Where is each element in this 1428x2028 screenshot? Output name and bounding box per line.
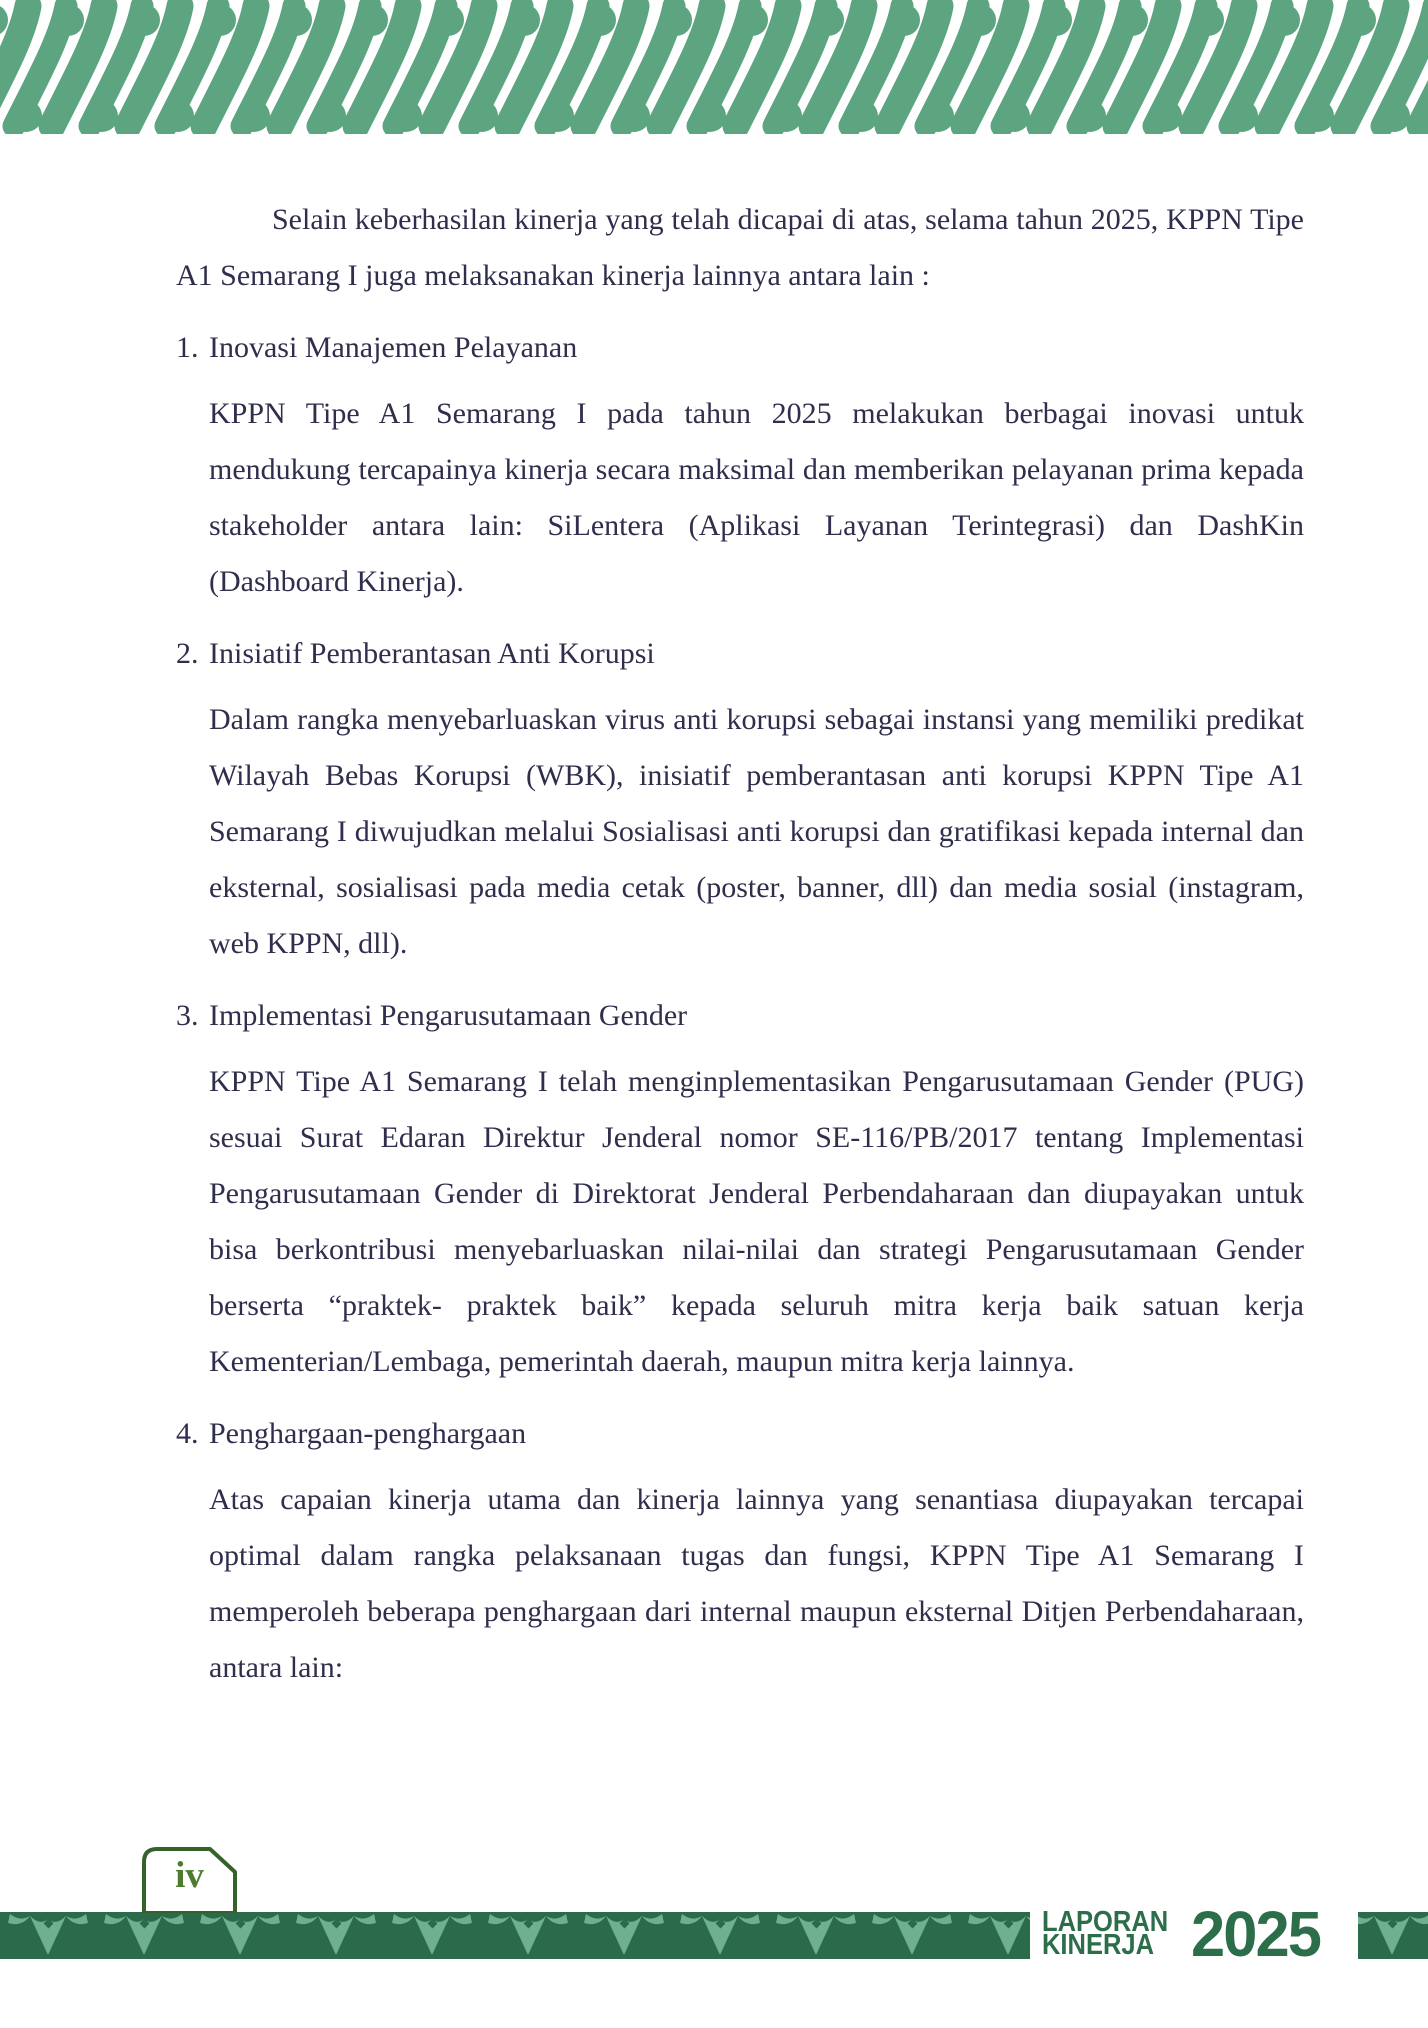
item-1-title: Inovasi Manajemen Pelayanan [209,331,578,364]
intro-paragraph: Selain keberhasilan kinerja yang telah dicapai di atas, selama tahun 2025, KPPN Tipe A1 Semarang I juga melaksanakan kinerja lainnya antara lain : [176,203,1304,292]
item-2-body: Dalam rangka menyebarluaskan virus anti korupsi sebagai instansi yang memiliki predikat Wilayah Bebas Korupsi (WBK), inisiatif pemberantasan anti korupsi KPPN Tipe A1 Semarang I diwujudkan melalui Sosialisasi anti korupsi dan gratifikasi kepada internal dan eksternal, sosialisasi pada media cetak (poster, banner, dll) dan media sosial (instagram, web KPPN, dll). [209,703,1304,960]
item-4-number: 4. [176,1417,199,1450]
item-3-body: KPPN Tipe A1 Semarang I telah menginplementasikan Pengarusutamaan Gender (PUG) sesuai Surat Edaran Direktur Jenderal nomor SE-116/PB/2017 tentang Implementasi Pengarusutamaan Gender di Direktorat Jenderal Perbendaharaan dan diupayakan untuk bisa berkontribusi menyebarluaskan nilai-nilai dan strategi Pengarusutamaan Gender berserta “praktek- praktek baik” kepada seluruh mitra kerja baik satuan kerja Kementerian/Lembaga, pemerintah daerah, maupun mitra kerja lainnya. [209,1065,1304,1378]
item-1-heading [176,320,1304,376]
batik-header-pattern-icon [0,0,1428,134]
list-item-2 [176,626,1304,972]
list-item-4 [176,1406,1304,1696]
page-content [176,192,1304,1696]
page-number-badge [141,1846,238,1913]
footer-brand-line1: LAPORAN [1042,1906,1169,1938]
footer-brand-year: 2025 [1191,1898,1321,1970]
item-4-body: Atas capaian kinerja utama dan kinerja lainnya yang senantiasa diupayakan tercapai optimal dalam rangka pelaksanaan tugas dan fungsi, KPPN Tipe A1 Semarang I memperoleh beberapa penghargaan dari internal maupun eksternal Ditjen Perbendaharaan, antara lain: [209,1483,1304,1684]
item-1-number: 1. [176,331,199,364]
item-3-title: Implementasi Pengarusutamaan Gender [209,999,688,1032]
page-number: iv [175,1855,204,1896]
list-item-3 [176,988,1304,1390]
item-1-body: KPPN Tipe A1 Semarang I pada tahun 2025 melakukan berbagai inovasi untuk mendukung tercapainya kinerja secara maksimal dan memberikan pelayanan prima kepada stakeholder antara lain: SiLentera (Aplikasi Layanan Terintegrasi) dan DashKin (Dashboard Kinerja). [209,397,1304,598]
item-3-heading [176,988,1304,1044]
item-4-title: Penghargaan-penghargaan [209,1417,527,1450]
list-item-1 [176,320,1304,610]
item-3-number: 3. [176,999,199,1032]
footer-brand-name [1042,1906,1169,1961]
item-4-heading [176,1406,1304,1462]
item-2-number: 2. [176,637,199,670]
footer-brand-line2: KINERJA [1042,1929,1155,1961]
footer-brand [1042,1898,1354,1970]
item-2-heading [176,626,1304,682]
item-2-title: Inisiatif Pemberantasan Anti Korupsi [209,637,655,670]
